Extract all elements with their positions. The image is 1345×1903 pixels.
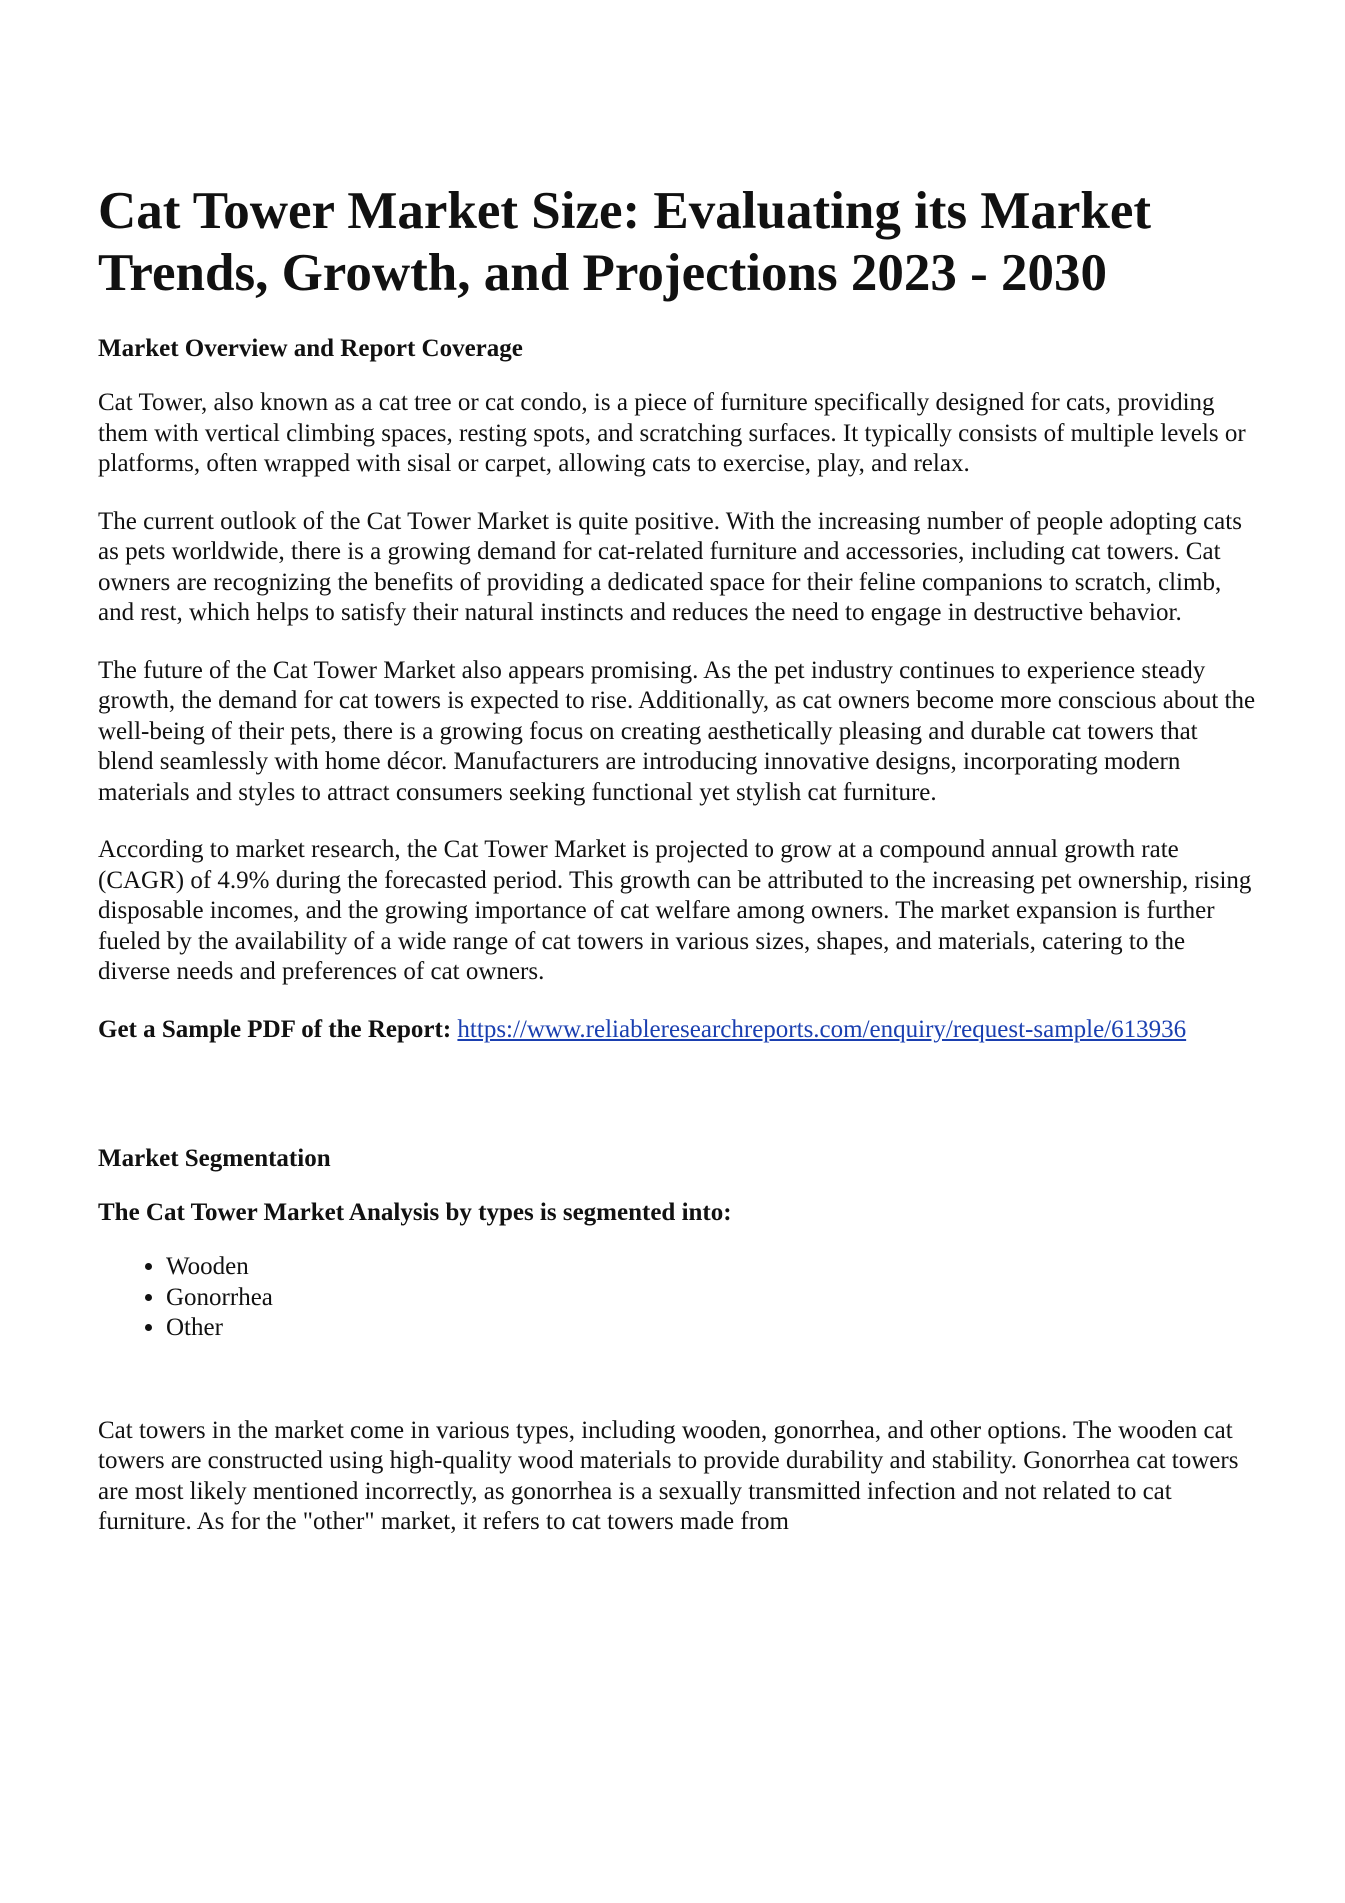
section-heading-segmentation: Market Segmentation (98, 1145, 331, 1172)
spacer (98, 1344, 1258, 1416)
types-list (98, 1252, 1258, 1344)
paragraph-cagr: According to market research, the Cat Tower Market is projected to grow at a compound annual growth rate (CAGR) of 4.9% during the forecasted period. This growth can be attributed to the increasing pet ownership, rising disposable incomes, and the growing importance of cat welfare among owners. The market expansion is further fueled by the availability of a wide range of cat towers in various sizes, shapes, and materials, catering to the diverse needs and preferences of cat owners. (98, 836, 1252, 985)
document-title: Cat Tower Market Size: Evaluating its Market Trends, Growth, and Projections 2023 - 2030 (98, 182, 1152, 302)
sample-pdf-label: Get a Sample PDF of the Report: (98, 1015, 452, 1043)
paragraph-types-description: Cat towers in the market come in various types, including wooden, gonorrhea, and other options. The wooden cat towers are constructed using high-quality wood materials to provide durability and stability. Gonorrhea cat towers are most likely mentioned incorrectly, as gonorrhea is a sexually transmitted infection and not related to cat furniture. As for the "other" market, it refers to cat towers made from (98, 1416, 1239, 1535)
paragraph-future-outlook: The future of the Cat Tower Market also appears promising. As the pet industry continues to experience steady growth, the demand for cat towers is expected to rise. Additionally, as cat owners become more conscious about the well-being of their pets, there is a growing focus on creating aesthetically pleasing and durable cat towers that blend seamlessly with home décor. Manufacturers are introducing innovative designs, incorporating modern materials and styles to attract consumers seeking functional yet stylish cat furniture. (98, 656, 1256, 806)
spacer (98, 1072, 1258, 1144)
sample-pdf-link[interactable]: https://www.reliableresearchreports.com/enquiry/request-sample/613936 (457, 1015, 1187, 1043)
paragraph-current-outlook: The current outlook of the Cat Tower Market is quite positive. With the increasing number of people adopting cats as pets worldwide, there is a growing demand for cat-related furniture and accessories, including cat towers. Cat owners are recognizing the benefits of providing a dedicated space for their feline companions to scratch, climb, and rest, which helps to satisfy their natural instincts and reduces the need to engage in destructive behavior. (98, 507, 1242, 626)
document-page (98, 180, 1258, 1565)
list-item: • Gonorrhea (166, 1283, 1258, 1314)
paragraph-definition: Cat Tower, also known as a cat tree or cat condo, is a piece of furniture specifically designed for cats, providing them with vertical climbing spaces, resting spots, and scratching surfaces. It typically consists of multiple levels or platforms, often wrapped with sisal or carpet, allowing cats to exercise, play, and relax. (98, 389, 1246, 477)
sample-pdf-line (98, 1015, 1258, 1046)
list-item: • Other (166, 1313, 1258, 1344)
types-heading: The Cat Tower Market Analysis by types is segmented into: (98, 1199, 732, 1226)
list-item: • Wooden (166, 1252, 1258, 1283)
section-heading-overview: Market Overview and Report Coverage (98, 335, 523, 362)
